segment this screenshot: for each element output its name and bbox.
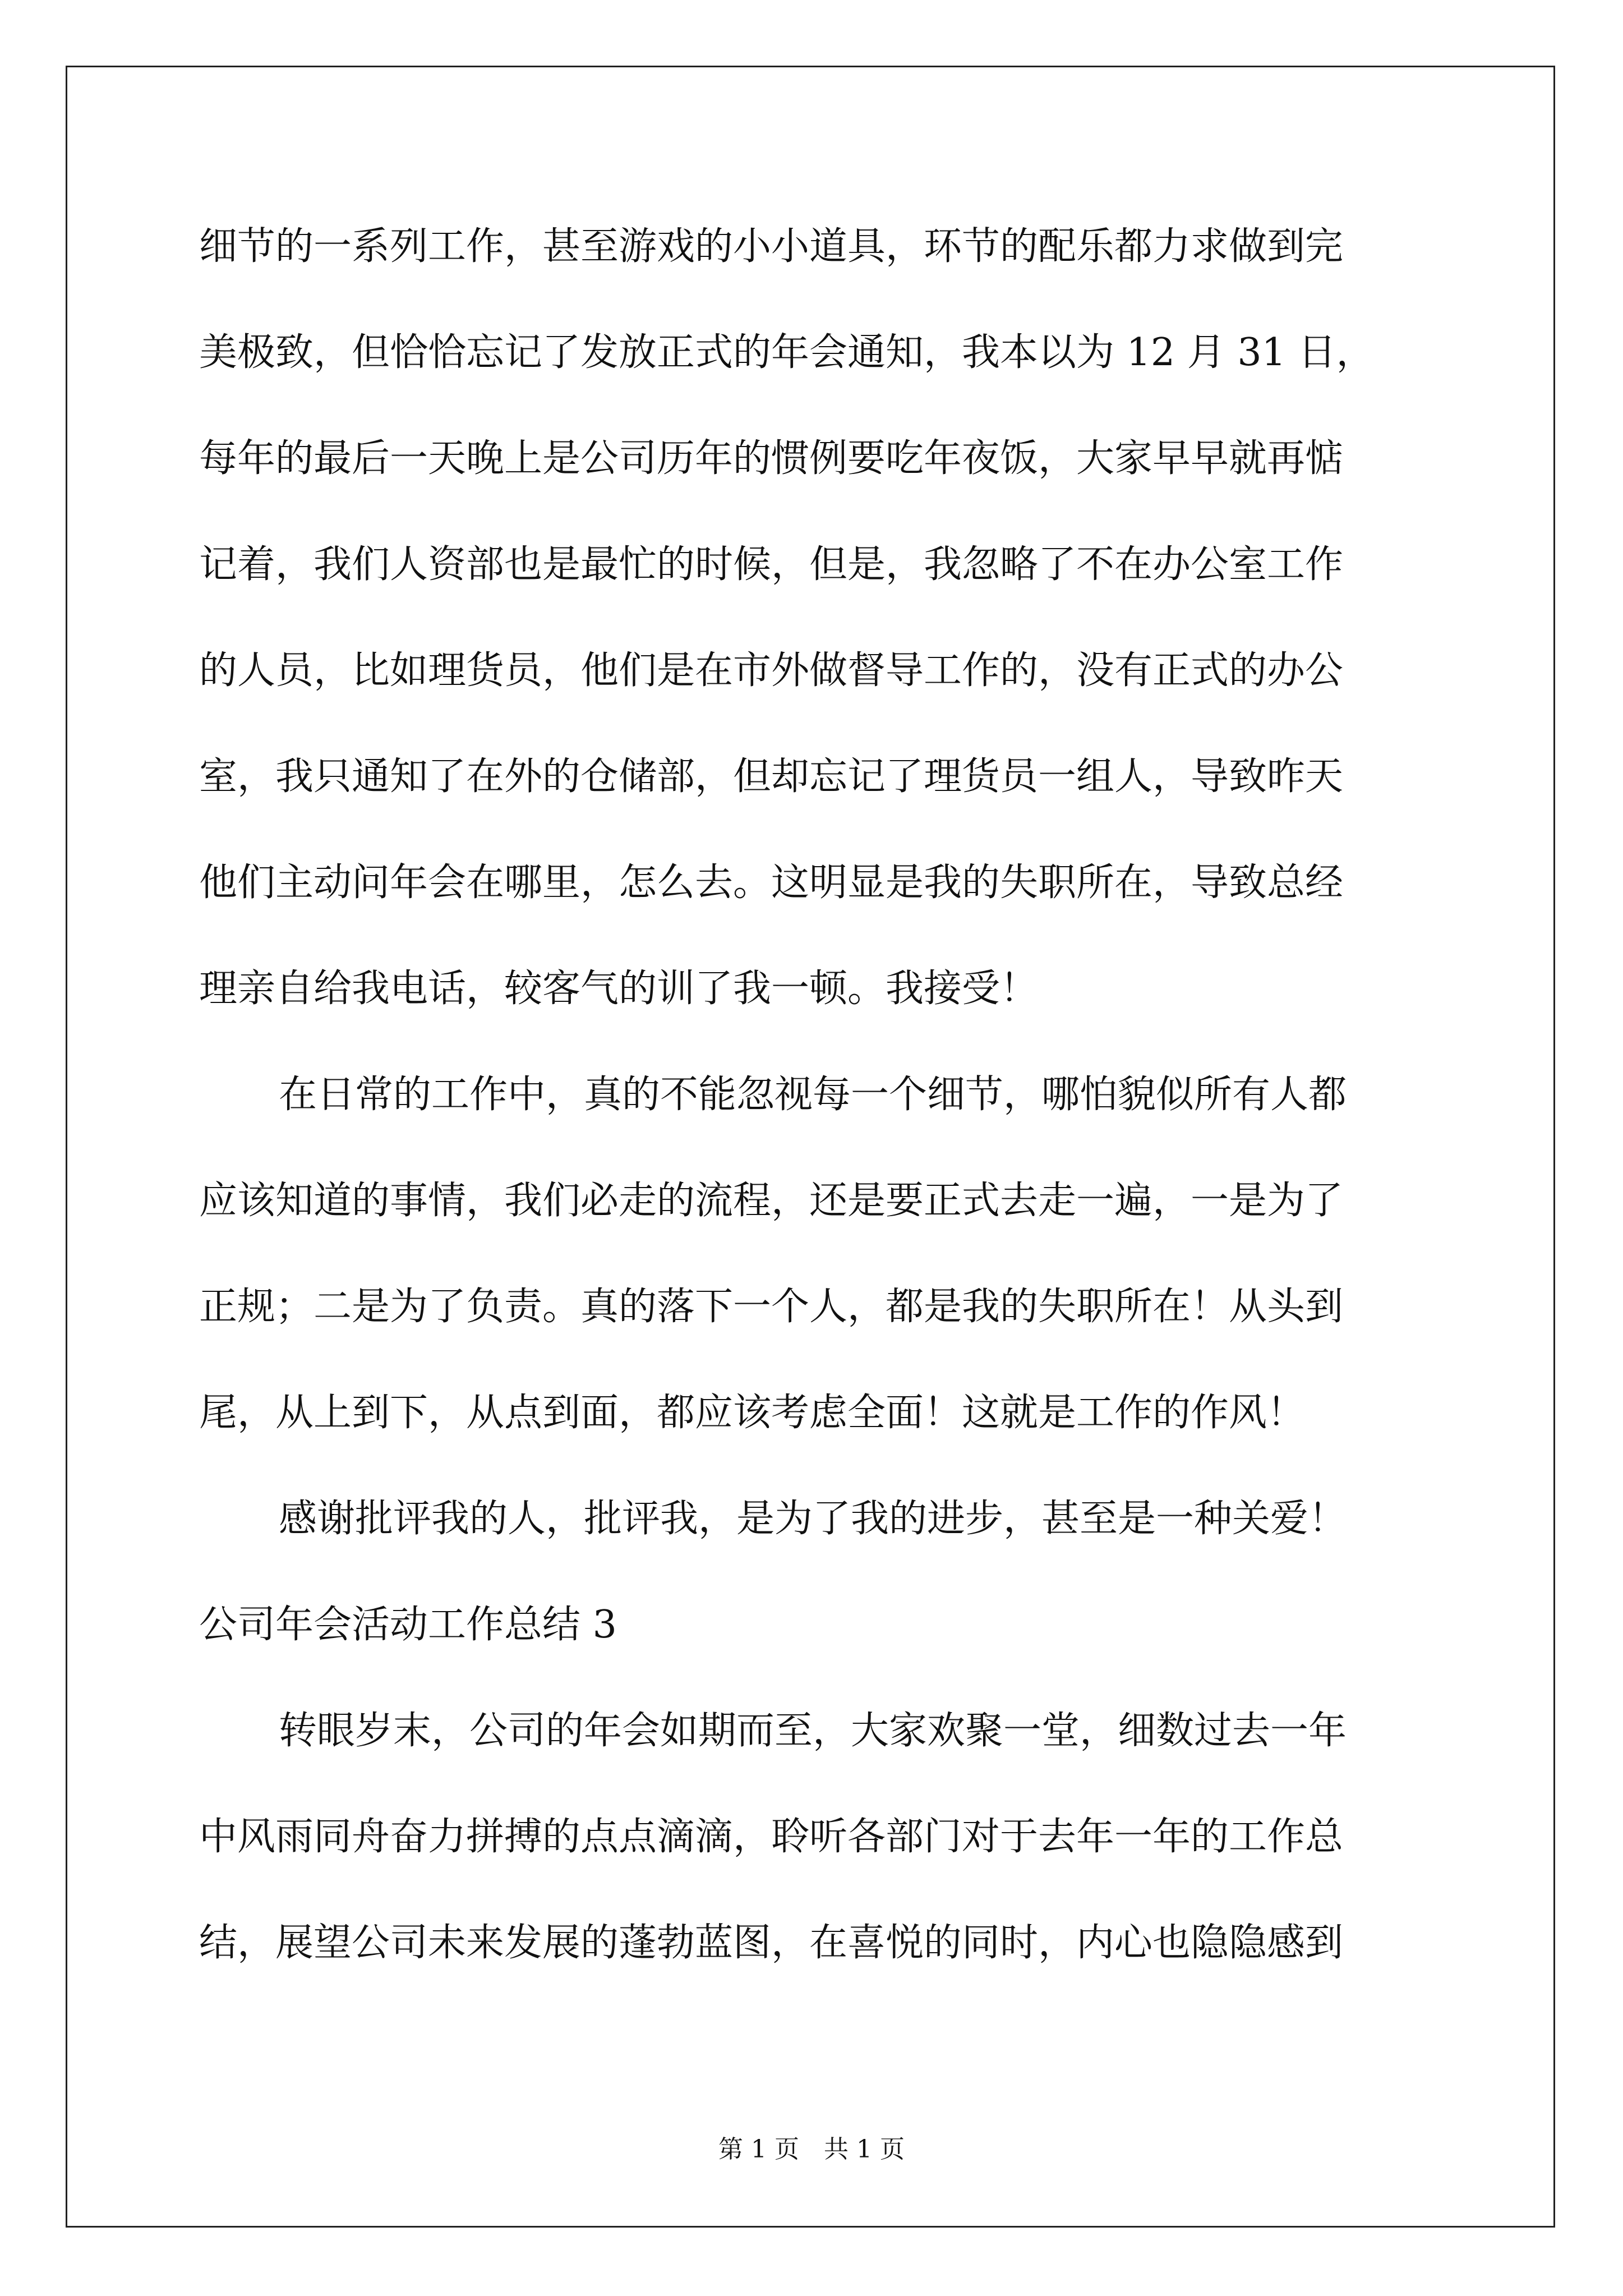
- text-line: 室，我只通知了在外的仓储部，但却忘记了理货员一组人，导致昨天: [199, 754, 1344, 799]
- text-line: 理亲自给我电话，较客气的训了我一顿。我接受！: [199, 967, 1039, 1011]
- paragraph-start-line: 感谢批评我的人，批评我，是为了我的进步，甚至是一种关爱！: [279, 1497, 1347, 1541]
- text-line: 记着，我们人资部也是最忙的时候，但是，我忽略了不在办公室工作: [199, 542, 1344, 587]
- text-line: 细节的一系列工作，甚至游戏的小小道具，环节的配乐都力求做到完: [199, 224, 1344, 269]
- text-line: 中风雨同舟奋力拼搏的点点滴滴，聆听各部门对于去年一年的工作总: [199, 1815, 1344, 1859]
- text-line: 正规；二是为了负责。真的落下一个人，都是我的失职所在！从头到: [199, 1285, 1344, 1329]
- text-line: 美极致，但恰恰忘记了发放正式的年会通知，我本以为 12 月 31 日，: [199, 330, 1375, 375]
- paragraph-start-line: 转眼岁末，公司的年会如期而至，大家欢聚一堂，细数过去一年: [279, 1709, 1347, 1753]
- document-body: [199, 216, 1427, 2018]
- paragraph-start-line: 在日常的工作中，真的不能忽视每一个细节，哪怕貌似所有人都: [279, 1073, 1347, 1117]
- text-line: 每年的最后一天晚上是公司历年的惯例要吃年夜饭，大家早早就再惦: [199, 436, 1344, 481]
- text-line: 的人员，比如理货员，他们是在市外做督导工作的，没有正式的办公: [199, 648, 1344, 693]
- page-footer: 第 1 页 共 1 页: [718, 2135, 905, 2164]
- text-line: 尾，从上到下，从点到面，都应该考虑全面！这就是工作的作风！: [199, 1391, 1306, 1435]
- section-heading: 公司年会活动工作总结 3: [199, 1603, 617, 1647]
- text-line: 结，展望公司未来发展的蓬勃蓝图，在喜悦的同时，内心也隐隐感到: [199, 1921, 1344, 1965]
- text-line: 应该知道的事情，我们必走的流程，还是要正式去走一遍，一是为了: [199, 1179, 1344, 1223]
- text-line: 他们主动问年会在哪里，怎么去。这明显是我的失职所在，导致总经: [199, 861, 1344, 905]
